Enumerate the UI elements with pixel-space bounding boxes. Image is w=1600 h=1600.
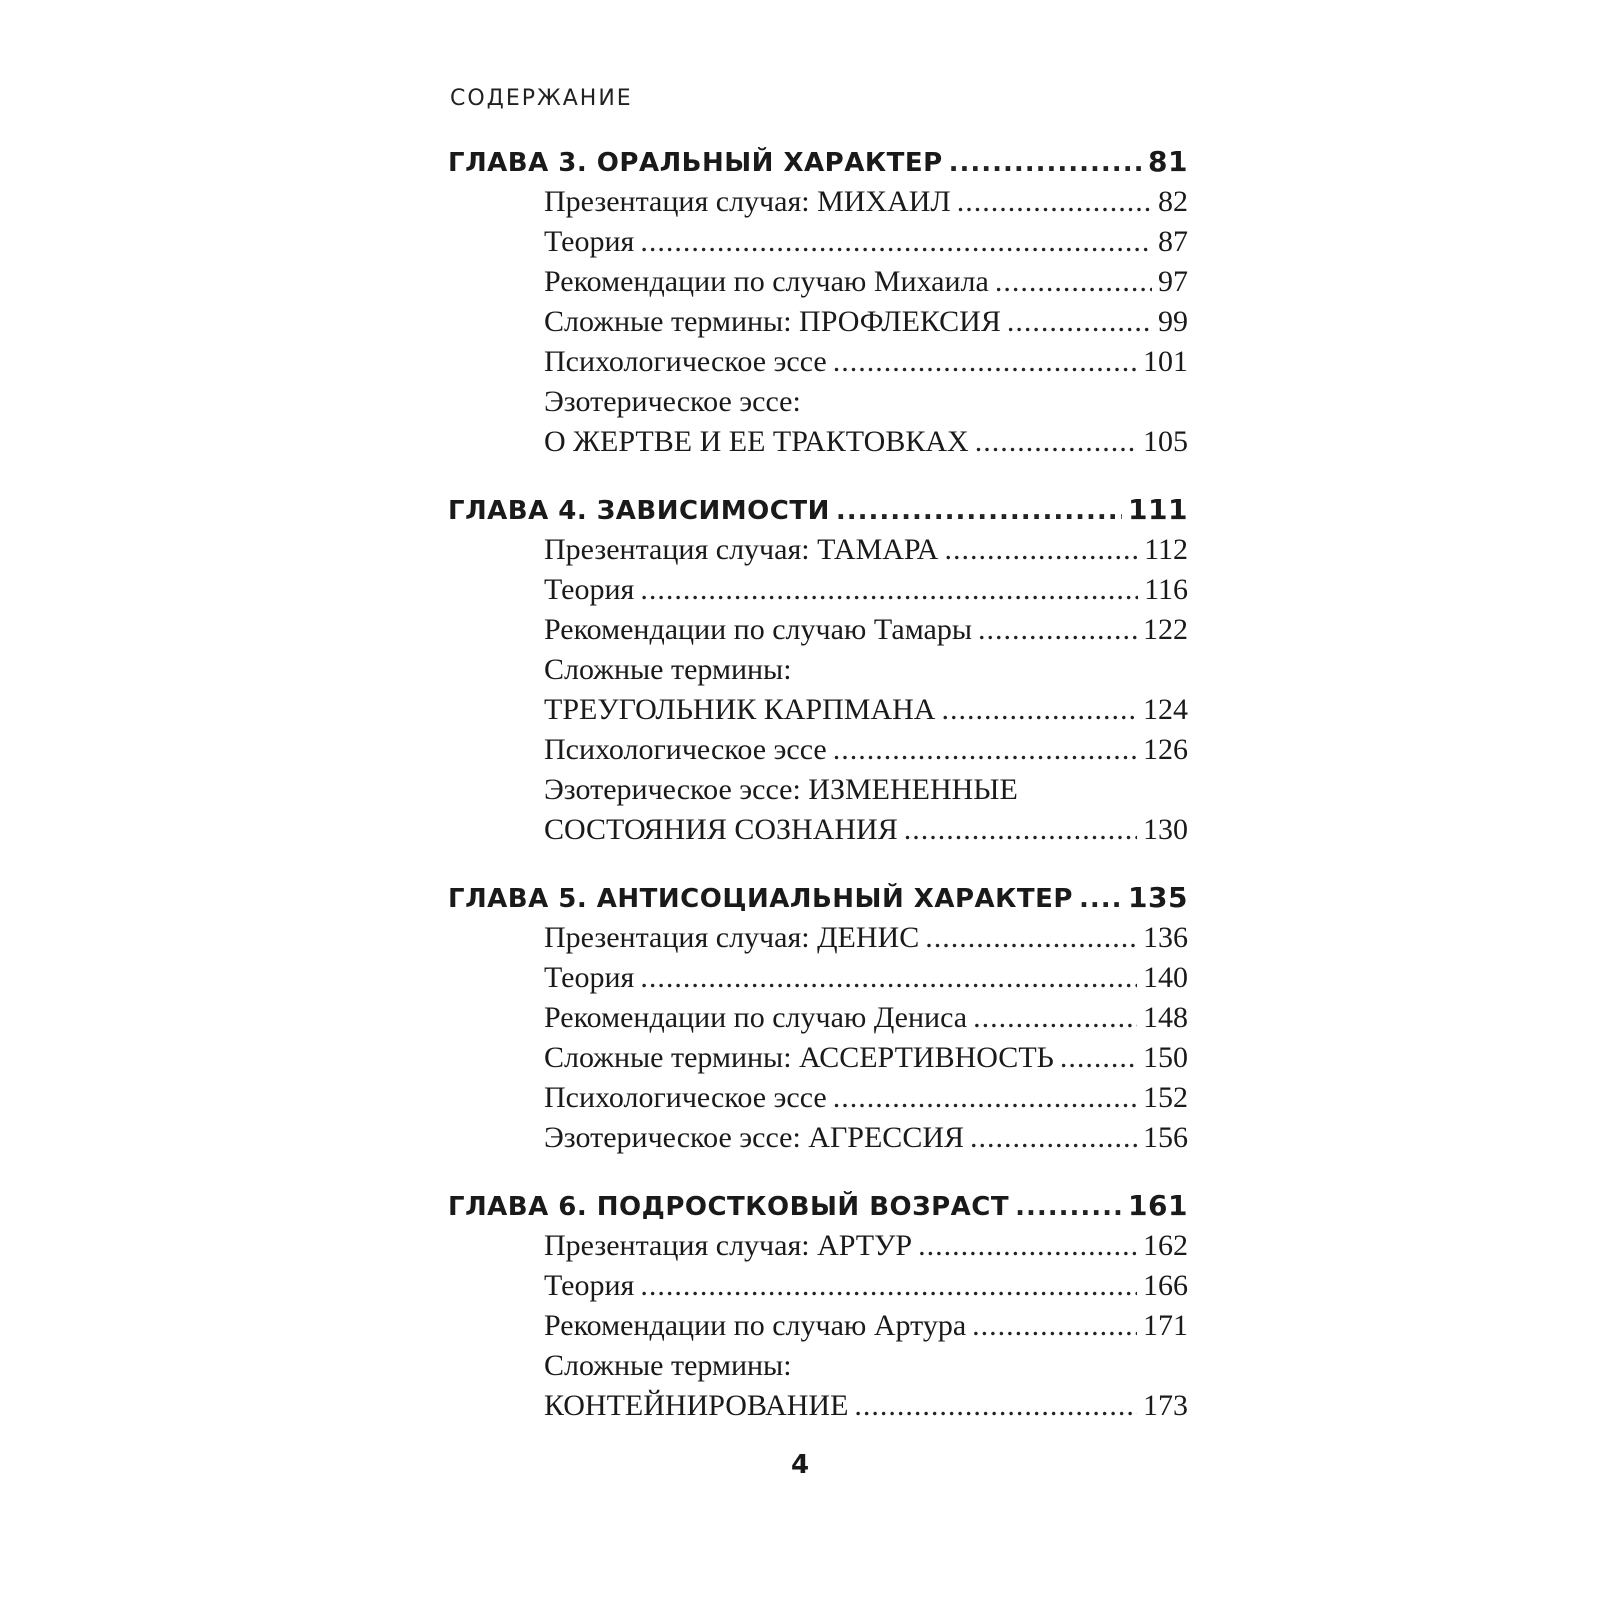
entry-page: 166 xyxy=(1143,1269,1188,1302)
entry-page: 173 xyxy=(1143,1389,1188,1422)
entry-title-line: Сложные термины: xyxy=(544,1349,792,1382)
toc-chapter xyxy=(448,142,1188,462)
dot-leader xyxy=(972,1306,1137,1346)
toc-entry[interactable] xyxy=(544,1118,1188,1158)
toc-chapter xyxy=(448,490,1188,850)
entry-page: 171 xyxy=(1143,1309,1188,1342)
dot-leader xyxy=(918,1226,1137,1266)
entry-title: Рекомендации по случаю Дениса xyxy=(544,1001,968,1034)
chapter-entries xyxy=(544,918,1188,1158)
dot-leader xyxy=(925,918,1137,958)
dot-leader xyxy=(836,491,1122,531)
dot-leader xyxy=(941,690,1137,730)
entry-title: Рекомендации по случаю Артура xyxy=(544,1309,967,1342)
dot-leader xyxy=(640,1266,1137,1306)
toc-entry[interactable] xyxy=(544,530,1188,570)
dot-leader xyxy=(1015,1187,1122,1227)
toc-entry[interactable] xyxy=(544,422,1188,462)
entry-page: 82 xyxy=(1158,185,1188,218)
running-header: СОДЕРЖАНИЕ xyxy=(450,86,633,111)
chapter-entries xyxy=(544,1226,1188,1426)
toc-entry[interactable] xyxy=(544,690,1188,730)
entry-title: КОНТЕЙНИРОВАНИЕ xyxy=(544,1389,849,1422)
toc-entry[interactable] xyxy=(544,998,1188,1038)
toc-entry[interactable] xyxy=(544,342,1188,382)
chapter-heading[interactable] xyxy=(448,490,1188,530)
dot-leader xyxy=(640,958,1137,998)
chapter-title: ГЛАВА 6. ПОДРОСТКОВЫЙ ВОЗРАСТ xyxy=(448,1192,1010,1222)
toc-entry[interactable] xyxy=(544,222,1188,262)
chapter-title: ГЛАВА 5. АНТИСОЦИАЛЬНЫЙ ХАРАКТЕР xyxy=(448,884,1073,914)
chapter-page: 81 xyxy=(1148,145,1188,178)
chapter-entries xyxy=(544,530,1188,850)
toc-entry[interactable] xyxy=(544,918,1188,958)
chapter-title: ГЛАВА 3. ОРАЛЬНЫЙ ХАРАКТЕР xyxy=(448,148,943,178)
chapter-entries xyxy=(544,182,1188,462)
dot-leader xyxy=(944,530,1138,570)
entry-title: Рекомендации по случаю Тамары xyxy=(544,613,972,646)
entry-page: 122 xyxy=(1143,613,1188,646)
page-number: 4 xyxy=(790,1450,810,1480)
toc-entry[interactable] xyxy=(544,1266,1188,1306)
entry-page: 126 xyxy=(1143,733,1188,766)
chapter-heading[interactable] xyxy=(448,1186,1188,1226)
toc-entry[interactable] xyxy=(544,182,1188,222)
dot-leader xyxy=(970,1118,1137,1158)
dot-leader xyxy=(1079,879,1122,919)
dot-leader xyxy=(833,342,1137,382)
dot-leader xyxy=(995,262,1152,302)
toc-entry[interactable] xyxy=(544,730,1188,770)
entry-page: 156 xyxy=(1143,1121,1188,1154)
entry-title: Психологическое эссе xyxy=(544,345,827,378)
toc-chapter xyxy=(448,878,1188,1158)
chapter-page: 161 xyxy=(1128,1189,1188,1222)
entry-page: 116 xyxy=(1144,573,1188,606)
entry-page: 87 xyxy=(1158,225,1188,258)
dot-leader xyxy=(975,422,1137,462)
toc-entry[interactable] xyxy=(544,610,1188,650)
chapter-heading[interactable] xyxy=(448,878,1188,918)
entry-title: СОСТОЯНИЯ СОЗНАНИЯ xyxy=(544,813,898,846)
entry-page: 99 xyxy=(1158,305,1188,338)
entry-page: 148 xyxy=(1143,1001,1188,1034)
entry-page: 97 xyxy=(1158,265,1188,298)
toc-entry[interactable] xyxy=(544,570,1188,610)
entry-title: Теория xyxy=(544,573,635,606)
entry-page: 140 xyxy=(1143,961,1188,994)
toc-entry[interactable] xyxy=(544,958,1188,998)
entry-title-line: Эзотерическое эссе: ИЗМЕНЕННЫЕ xyxy=(544,773,1018,806)
dot-leader xyxy=(1007,302,1152,342)
entry-title: Эзотерическое эссе: АГРЕССИЯ xyxy=(544,1121,964,1154)
entry-page: 130 xyxy=(1143,813,1188,846)
entry-title-line: Эзотерическое эссе: xyxy=(544,385,801,418)
toc-entry[interactable] xyxy=(544,810,1188,850)
toc-entry[interactable] xyxy=(544,262,1188,302)
entry-title: Презентация случая: АРТУР xyxy=(544,1229,913,1262)
entry-title-line: Сложные термины: xyxy=(544,653,792,686)
entry-title: Презентация случая: МИХАИЛ xyxy=(544,185,951,218)
entry-page: 124 xyxy=(1143,693,1188,726)
entry-page: 152 xyxy=(1143,1081,1188,1114)
entry-title: Рекомендации по случаю Михаила xyxy=(544,265,989,298)
dot-leader xyxy=(640,222,1152,262)
entry-page: 105 xyxy=(1143,425,1188,458)
dot-leader xyxy=(1060,1038,1137,1078)
entry-page: 101 xyxy=(1143,345,1188,378)
toc-entry[interactable] xyxy=(544,1078,1188,1118)
toc-chapter xyxy=(448,1186,1188,1426)
toc-entry[interactable] xyxy=(544,1306,1188,1346)
entry-title: О ЖЕРТВЕ И ЕЕ ТРАКТОВКАХ xyxy=(544,425,969,458)
dot-leader xyxy=(904,810,1137,850)
toc-entry[interactable] xyxy=(544,1226,1188,1266)
entry-page: 136 xyxy=(1143,921,1188,954)
entry-title: Теория xyxy=(544,1269,635,1302)
chapter-page: 135 xyxy=(1128,881,1188,914)
entry-page: 112 xyxy=(1144,533,1188,566)
toc-entry[interactable] xyxy=(544,302,1188,342)
chapter-heading[interactable] xyxy=(448,142,1188,182)
toc-entry[interactable] xyxy=(544,1386,1188,1426)
entry-title: Психологическое эссе xyxy=(544,1081,827,1114)
dot-leader xyxy=(957,182,1152,222)
dot-leader xyxy=(640,570,1138,610)
entry-title: Презентация случая: ДЕНИС xyxy=(544,921,920,954)
entry-page: 162 xyxy=(1143,1229,1188,1262)
dot-leader xyxy=(833,1078,1137,1118)
entry-title: Психологическое эссе xyxy=(544,733,827,766)
entry-title: ТРЕУГОЛЬНИК КАРПМАНА xyxy=(544,693,936,726)
chapter-title: ГЛАВА 4. ЗАВИСИМОСТИ xyxy=(448,496,830,526)
dot-leader xyxy=(854,1386,1137,1426)
entry-title: Презентация случая: ТАМАРА xyxy=(544,533,939,566)
entry-page: 150 xyxy=(1143,1041,1188,1074)
toc-entry[interactable] xyxy=(544,1038,1188,1078)
dot-leader xyxy=(973,998,1137,1038)
entry-title: Сложные термины: АССЕРТИВНОСТЬ xyxy=(544,1041,1054,1074)
dot-leader xyxy=(949,143,1142,183)
entry-title: Теория xyxy=(544,225,635,258)
table-of-contents xyxy=(448,142,1188,1454)
dot-leader xyxy=(833,730,1137,770)
entry-title: Теория xyxy=(544,961,635,994)
chapter-page: 111 xyxy=(1128,493,1188,526)
dot-leader xyxy=(978,610,1137,650)
entry-title: Сложные термины: ПРОФЛЕКСИЯ xyxy=(544,305,1001,338)
